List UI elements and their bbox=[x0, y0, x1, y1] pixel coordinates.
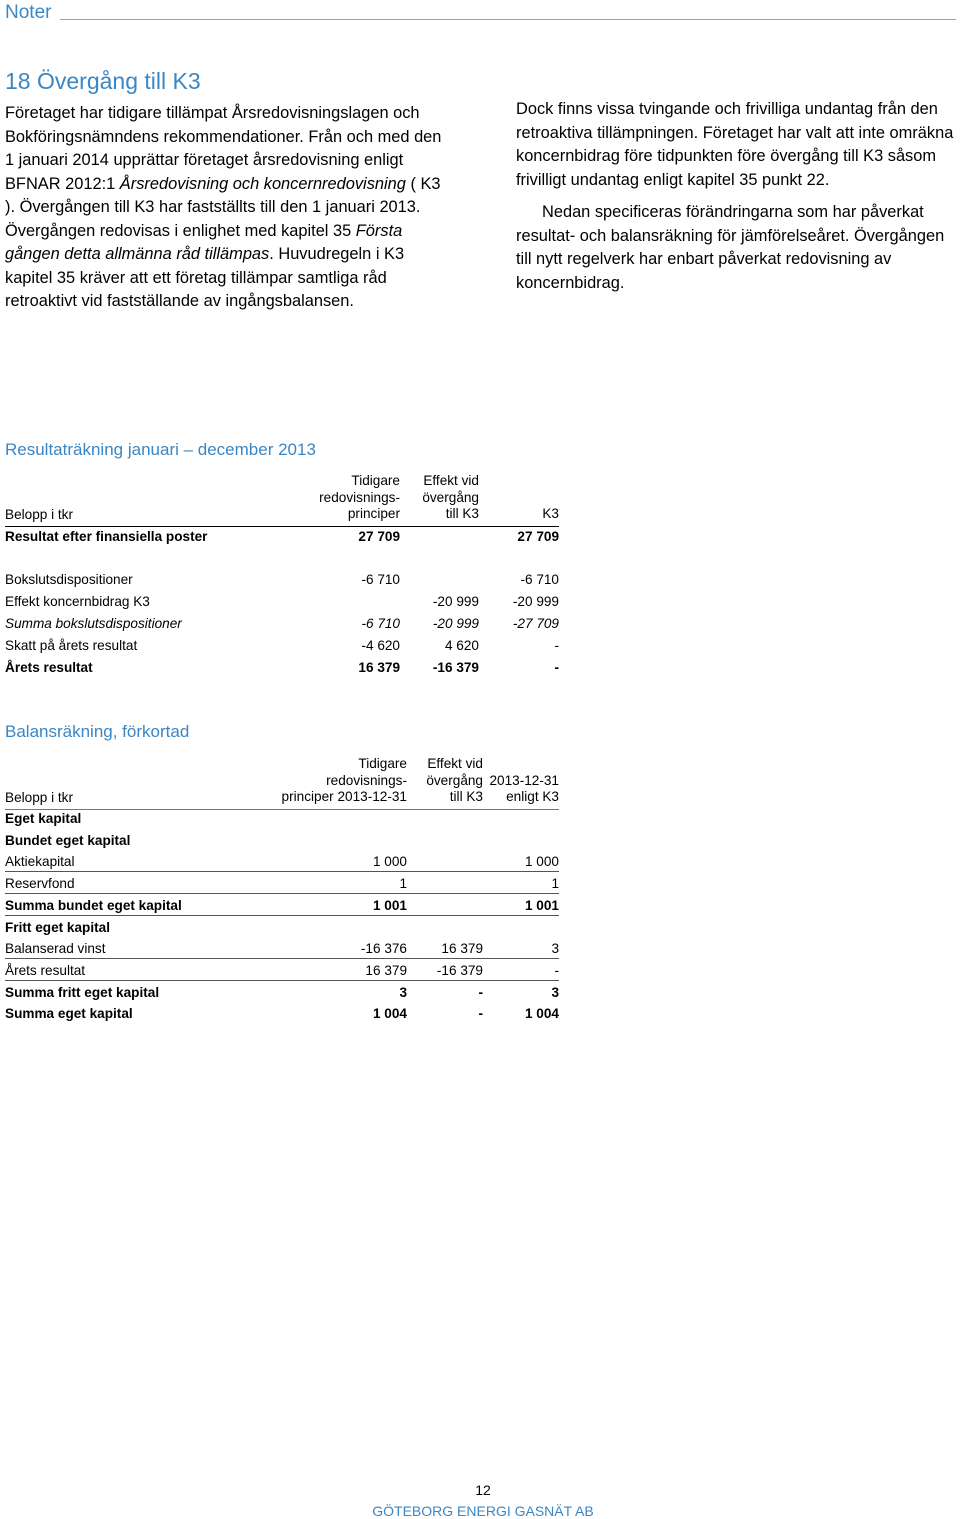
table-row-label: Skatt på årets resultat bbox=[5, 638, 138, 653]
table-cell-value: 3 bbox=[399, 985, 407, 1000]
table-row-label: Årets resultat bbox=[5, 963, 86, 978]
table-cell-value: 16 379 bbox=[358, 660, 400, 675]
column-header-3 bbox=[489, 773, 559, 806]
table-row-label: Effekt koncernbidrag K3 bbox=[5, 594, 150, 609]
table-cell-value: -20 999 bbox=[432, 616, 479, 631]
row-underline bbox=[5, 980, 559, 981]
left-text-italic2: Första gången detta allmänna råd tillämpas bbox=[5, 221, 403, 263]
table-cell-value: -27 709 bbox=[512, 616, 559, 631]
table-cell-value: 4 620 bbox=[444, 638, 479, 653]
table-cell-value: -16 376 bbox=[360, 941, 407, 956]
table-cell-value: -16 379 bbox=[432, 660, 479, 675]
table-row-label: Summa eget kapital bbox=[5, 1006, 133, 1021]
column-header-2-line: övergång bbox=[426, 772, 483, 788]
table-cell-value: 16 379 bbox=[441, 941, 483, 956]
right-text-part2: Nedan specificeras förändringarna som har påverkat resultat- och balansräkning för jämförelseåret. Övergången till nytt regelverk har enbart påverkat redovisning av koncernbidrag. bbox=[516, 203, 945, 292]
table-cell-value: -20 999 bbox=[432, 594, 479, 609]
column-header-1-line: redovisnings- bbox=[326, 772, 407, 788]
row-underline bbox=[5, 915, 559, 916]
header-underline bbox=[5, 809, 559, 810]
column-header-2-line: Effekt vid bbox=[423, 473, 479, 489]
income-statement-title: Resultaträkning januari – december 2013 bbox=[5, 440, 316, 459]
header-title: Noter bbox=[5, 2, 52, 23]
table-cell-value: 3 bbox=[551, 985, 559, 1000]
column-header-label: Belopp i tkr bbox=[5, 507, 74, 522]
table-row-label: Bundet eget kapital bbox=[5, 833, 131, 848]
column-header-3-line: enligt K3 bbox=[506, 789, 559, 805]
table-cell-value: 1 001 bbox=[372, 898, 407, 913]
table-row-label: Balanserad vinst bbox=[5, 941, 106, 956]
table-cell-value: - bbox=[478, 1006, 483, 1021]
table-cell-value: 1 004 bbox=[372, 1006, 407, 1021]
table-row-label: Summa bokslutsdispositioner bbox=[5, 616, 182, 631]
table-cell-value: -6 710 bbox=[520, 572, 559, 587]
column-header-2-line: övergång bbox=[422, 489, 479, 505]
column-header-2 bbox=[422, 473, 479, 523]
left-column-text bbox=[5, 102, 455, 314]
table-row-label: Aktiekapital bbox=[5, 854, 75, 869]
row-underline bbox=[5, 958, 559, 959]
table-row-label: Årets resultat bbox=[5, 660, 93, 675]
column-header-3 bbox=[542, 506, 559, 523]
column-header-2-line: till K3 bbox=[449, 789, 483, 805]
header-underline bbox=[5, 526, 559, 527]
table-cell-value: -6 710 bbox=[361, 572, 400, 587]
left-text-part2: ( K3 ). Övergången till K3 har fastställts till den 1 januari 2013. Övergången redovisas i enlighet med kapitel 35 bbox=[5, 174, 441, 240]
table-cell-value: 1 bbox=[551, 876, 559, 891]
column-header-label: Belopp i tkr bbox=[5, 790, 74, 805]
table-row-label: Eget kapital bbox=[5, 811, 82, 826]
right-column-paragraph-1: Dock finns vissa tvingande och frivilliga undantag från den retroaktiva tillämpningen. Företaget har valt att inte omräkna koncernbidrag före tidpunkten före övergång till K3 såsom frivilligt undantag enligt kapitel 35 punkt 22. bbox=[516, 100, 954, 189]
table-cell-value: -20 999 bbox=[512, 594, 559, 609]
column-header-1-line: principer 2013-12-31 bbox=[281, 789, 407, 805]
table-cell-value: - bbox=[554, 963, 559, 978]
column-header-1-line: principer bbox=[347, 506, 400, 522]
table-cell-value: - bbox=[478, 985, 483, 1000]
table-cell-value: 1 bbox=[399, 876, 407, 891]
balance-sheet-title: Balansräkning, förkortad bbox=[5, 722, 190, 741]
table-cell-value: 16 379 bbox=[365, 963, 407, 978]
column-header-1-line: Tidigare bbox=[358, 756, 407, 772]
column-header-1-line: redovisnings- bbox=[319, 489, 400, 505]
column-header-1-line: Tidigare bbox=[351, 473, 400, 489]
table-cell-value: 27 709 bbox=[517, 529, 559, 544]
column-header-2 bbox=[426, 756, 483, 806]
table-row-label: Resultat efter finansiella poster bbox=[5, 529, 208, 544]
column-header-2-line: till K3 bbox=[445, 506, 479, 522]
table-row-label: Summa fritt eget kapital bbox=[5, 985, 160, 1000]
table-cell-value: 3 bbox=[551, 941, 559, 956]
column-header-1 bbox=[319, 473, 400, 523]
table-cell-value: 1 000 bbox=[524, 854, 559, 869]
right-column-paragraph-2 bbox=[516, 201, 960, 295]
row-underline bbox=[5, 871, 559, 872]
table-cell-value: 1 000 bbox=[372, 854, 407, 869]
left-text-italic1: Årsredovisning och koncernredovisning bbox=[119, 174, 406, 193]
table-cell-value: - bbox=[554, 660, 559, 675]
column-header-3-line: 2013-12-31 bbox=[489, 772, 559, 788]
table-cell-value: -6 710 bbox=[361, 616, 400, 631]
table-cell-value: - bbox=[554, 638, 559, 653]
table-cell-value: 1 004 bbox=[524, 1006, 559, 1021]
column-header-1 bbox=[282, 756, 407, 806]
section-title: 18 Övergång till K3 bbox=[5, 68, 201, 94]
footer-company: GÖTEBORG ENERGI GASNÄT AB bbox=[372, 1503, 594, 1519]
column-header-2-line: Effekt vid bbox=[427, 756, 483, 772]
left-text-part1: Företaget har tidigare tillämpat Årsredovisningslagen och Bokföringsnämndens rekommendationer. Från och med den 1 januari 2014 upprättar företaget årsredovisning enligt BFNAR 2012:1 bbox=[5, 104, 442, 193]
table-row-label: Reservfond bbox=[5, 876, 75, 891]
table-row-label: Fritt eget kapital bbox=[5, 920, 110, 935]
table-row-label: Bokslutsdispositioner bbox=[5, 572, 133, 587]
page-number: 12 bbox=[475, 1482, 491, 1498]
table-cell-value: -4 620 bbox=[361, 638, 400, 653]
column-header-3-line: K3 bbox=[542, 506, 559, 522]
table-row-label: Summa bundet eget kapital bbox=[5, 898, 182, 913]
table-cell-value: 1 001 bbox=[524, 898, 559, 913]
row-underline bbox=[5, 893, 559, 894]
header-divider bbox=[60, 19, 956, 20]
table-cell-value: -16 379 bbox=[436, 963, 483, 978]
table-cell-value: 27 709 bbox=[358, 529, 400, 544]
left-text-part3: . Huvudregeln i K3 kapitel 35 kräver att ett företag tillämpar samtliga råd retroaktivt vid fastställande av ingångsbalansen. bbox=[5, 245, 405, 310]
